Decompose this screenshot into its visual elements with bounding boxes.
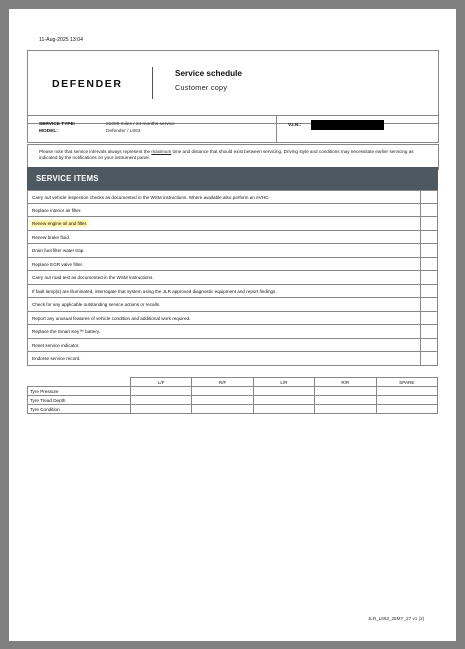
service-item-text: Carry out vehicle inspection checks as documented in the WSM instructions. Where available also perform an eVHC. <box>32 195 270 200</box>
tyre-row-label: Tyre Pressure <box>28 387 131 396</box>
service-type-value: 21000 miles / 24 months service <box>106 122 175 127</box>
tyre-cell <box>192 396 253 405</box>
service-item-row <box>27 217 438 231</box>
tyre-cell <box>315 387 376 396</box>
tyre-cell <box>376 405 437 414</box>
service-item-text: Check for any applicable outstanding service actions or recalls. <box>32 302 161 307</box>
service-item-check-divider <box>420 244 421 257</box>
service-item-text: Reset service indicator. <box>32 342 80 348</box>
tyre-cell <box>376 396 437 405</box>
document-subtitle: Customer copy <box>175 83 228 92</box>
tyre-column-header: L/F <box>131 378 192 387</box>
tyre-header-row <box>28 378 438 387</box>
service-item-row <box>27 231 438 245</box>
tyre-header-blank <box>28 378 131 387</box>
document-page <box>9 9 456 641</box>
tyre-cell <box>253 405 314 414</box>
footer-code: JLR_L663_25MY_27 v1 (2) <box>368 616 425 621</box>
service-item-check-divider <box>420 312 421 325</box>
service-item-text: Replace the Smart Key™ battery. <box>32 329 101 334</box>
service-type-label: SERVICE TYPE: <box>39 122 76 127</box>
defender-logo: DEFENDER <box>52 78 123 90</box>
service-item-row <box>27 285 438 299</box>
service-item-row <box>27 244 438 258</box>
service-item-text: Replace interior air filter. <box>32 207 82 213</box>
tyre-cell <box>192 387 253 396</box>
service-item-text: Carry out road test as documented in the WSM instructions. <box>32 275 154 280</box>
service-item-check-divider <box>420 325 421 338</box>
tyre-row-label: Tyre Condition <box>28 405 131 414</box>
service-item-row <box>27 325 438 339</box>
service-item-row <box>27 204 438 218</box>
service-item-row <box>27 339 438 353</box>
header-box <box>27 50 439 124</box>
service-item-row <box>27 298 438 312</box>
tyre-column-header: SPARE <box>376 378 437 387</box>
header-divider <box>152 67 153 99</box>
service-item-row <box>27 312 438 326</box>
service-item-text: Endorse service record. <box>32 356 81 361</box>
service-item-check-divider <box>420 204 421 217</box>
note-text-start: Please note that service intervals always represent the <box>39 149 152 154</box>
tyre-row <box>28 396 438 405</box>
vin-redaction <box>311 120 384 130</box>
service-item-text-highlighted: Renew engine oil and filter. <box>32 221 88 226</box>
section-header-band <box>27 167 438 190</box>
tyre-cell <box>131 387 192 396</box>
section-title: SERVICE ITEMS <box>36 174 99 183</box>
service-note <box>39 149 431 161</box>
service-item-row <box>27 258 438 272</box>
tyre-column-header: L/R <box>253 378 314 387</box>
vehicle-info-box <box>27 115 439 143</box>
service-item-row <box>27 352 438 366</box>
tyre-cell <box>192 405 253 414</box>
service-item-row <box>27 190 438 204</box>
tyre-column-header: R/R <box>315 378 376 387</box>
tyre-cell <box>131 396 192 405</box>
service-item-row <box>27 271 438 285</box>
note-text-end: time and distance that should exist between servicing. Driving style and conditions may necessitate earlier servicing as indicated by the notifications on your instrument panel. <box>39 149 414 161</box>
tyre-row-label: Tyre Tread Depth <box>28 396 131 405</box>
service-item-check-divider <box>420 191 421 203</box>
info-divider <box>276 116 277 142</box>
service-item-check-divider <box>420 231 421 244</box>
service-item-text: Report any unusual features of vehicle condition and additional work required. <box>32 315 191 321</box>
tyre-table <box>27 377 438 414</box>
service-item-check-divider <box>420 352 421 365</box>
tyre-cell <box>131 405 192 414</box>
service-item-text: Replace EGR valve filter. <box>32 261 84 267</box>
tyre-cell <box>315 396 376 405</box>
print-timestamp: 11-Aug-2025 13:04 <box>39 37 84 43</box>
document-title: Service schedule <box>175 69 242 78</box>
tyre-cell <box>376 387 437 396</box>
service-item-check-divider <box>420 285 421 298</box>
service-item-text: Drain fuel filter water trap. <box>32 248 85 253</box>
model-label: MODEL: <box>39 129 58 134</box>
tyre-column-header: R/F <box>192 378 253 387</box>
service-item-check-divider <box>420 258 421 271</box>
service-item-text: Renew brake fluid. <box>32 234 71 240</box>
tyre-row <box>28 387 438 396</box>
vin-label: V.I.N.: <box>288 123 302 128</box>
service-item-check-divider <box>420 298 421 311</box>
model-value: Defender / L663 <box>106 129 141 134</box>
service-item-check-divider <box>420 339 421 352</box>
service-item-text: If fault lamp(s) are illuminated, interrogate that system using the JLR approved diagnostic equipment and report findings. <box>32 288 277 294</box>
tyre-row <box>28 405 438 414</box>
note-emphasis: maximum <box>151 149 172 154</box>
service-item-check-divider <box>420 271 421 284</box>
tyre-cell <box>253 387 314 396</box>
service-items-list <box>27 190 438 366</box>
tyre-cell <box>253 396 314 405</box>
service-item-check-divider <box>420 217 421 230</box>
tyre-cell <box>315 405 376 414</box>
